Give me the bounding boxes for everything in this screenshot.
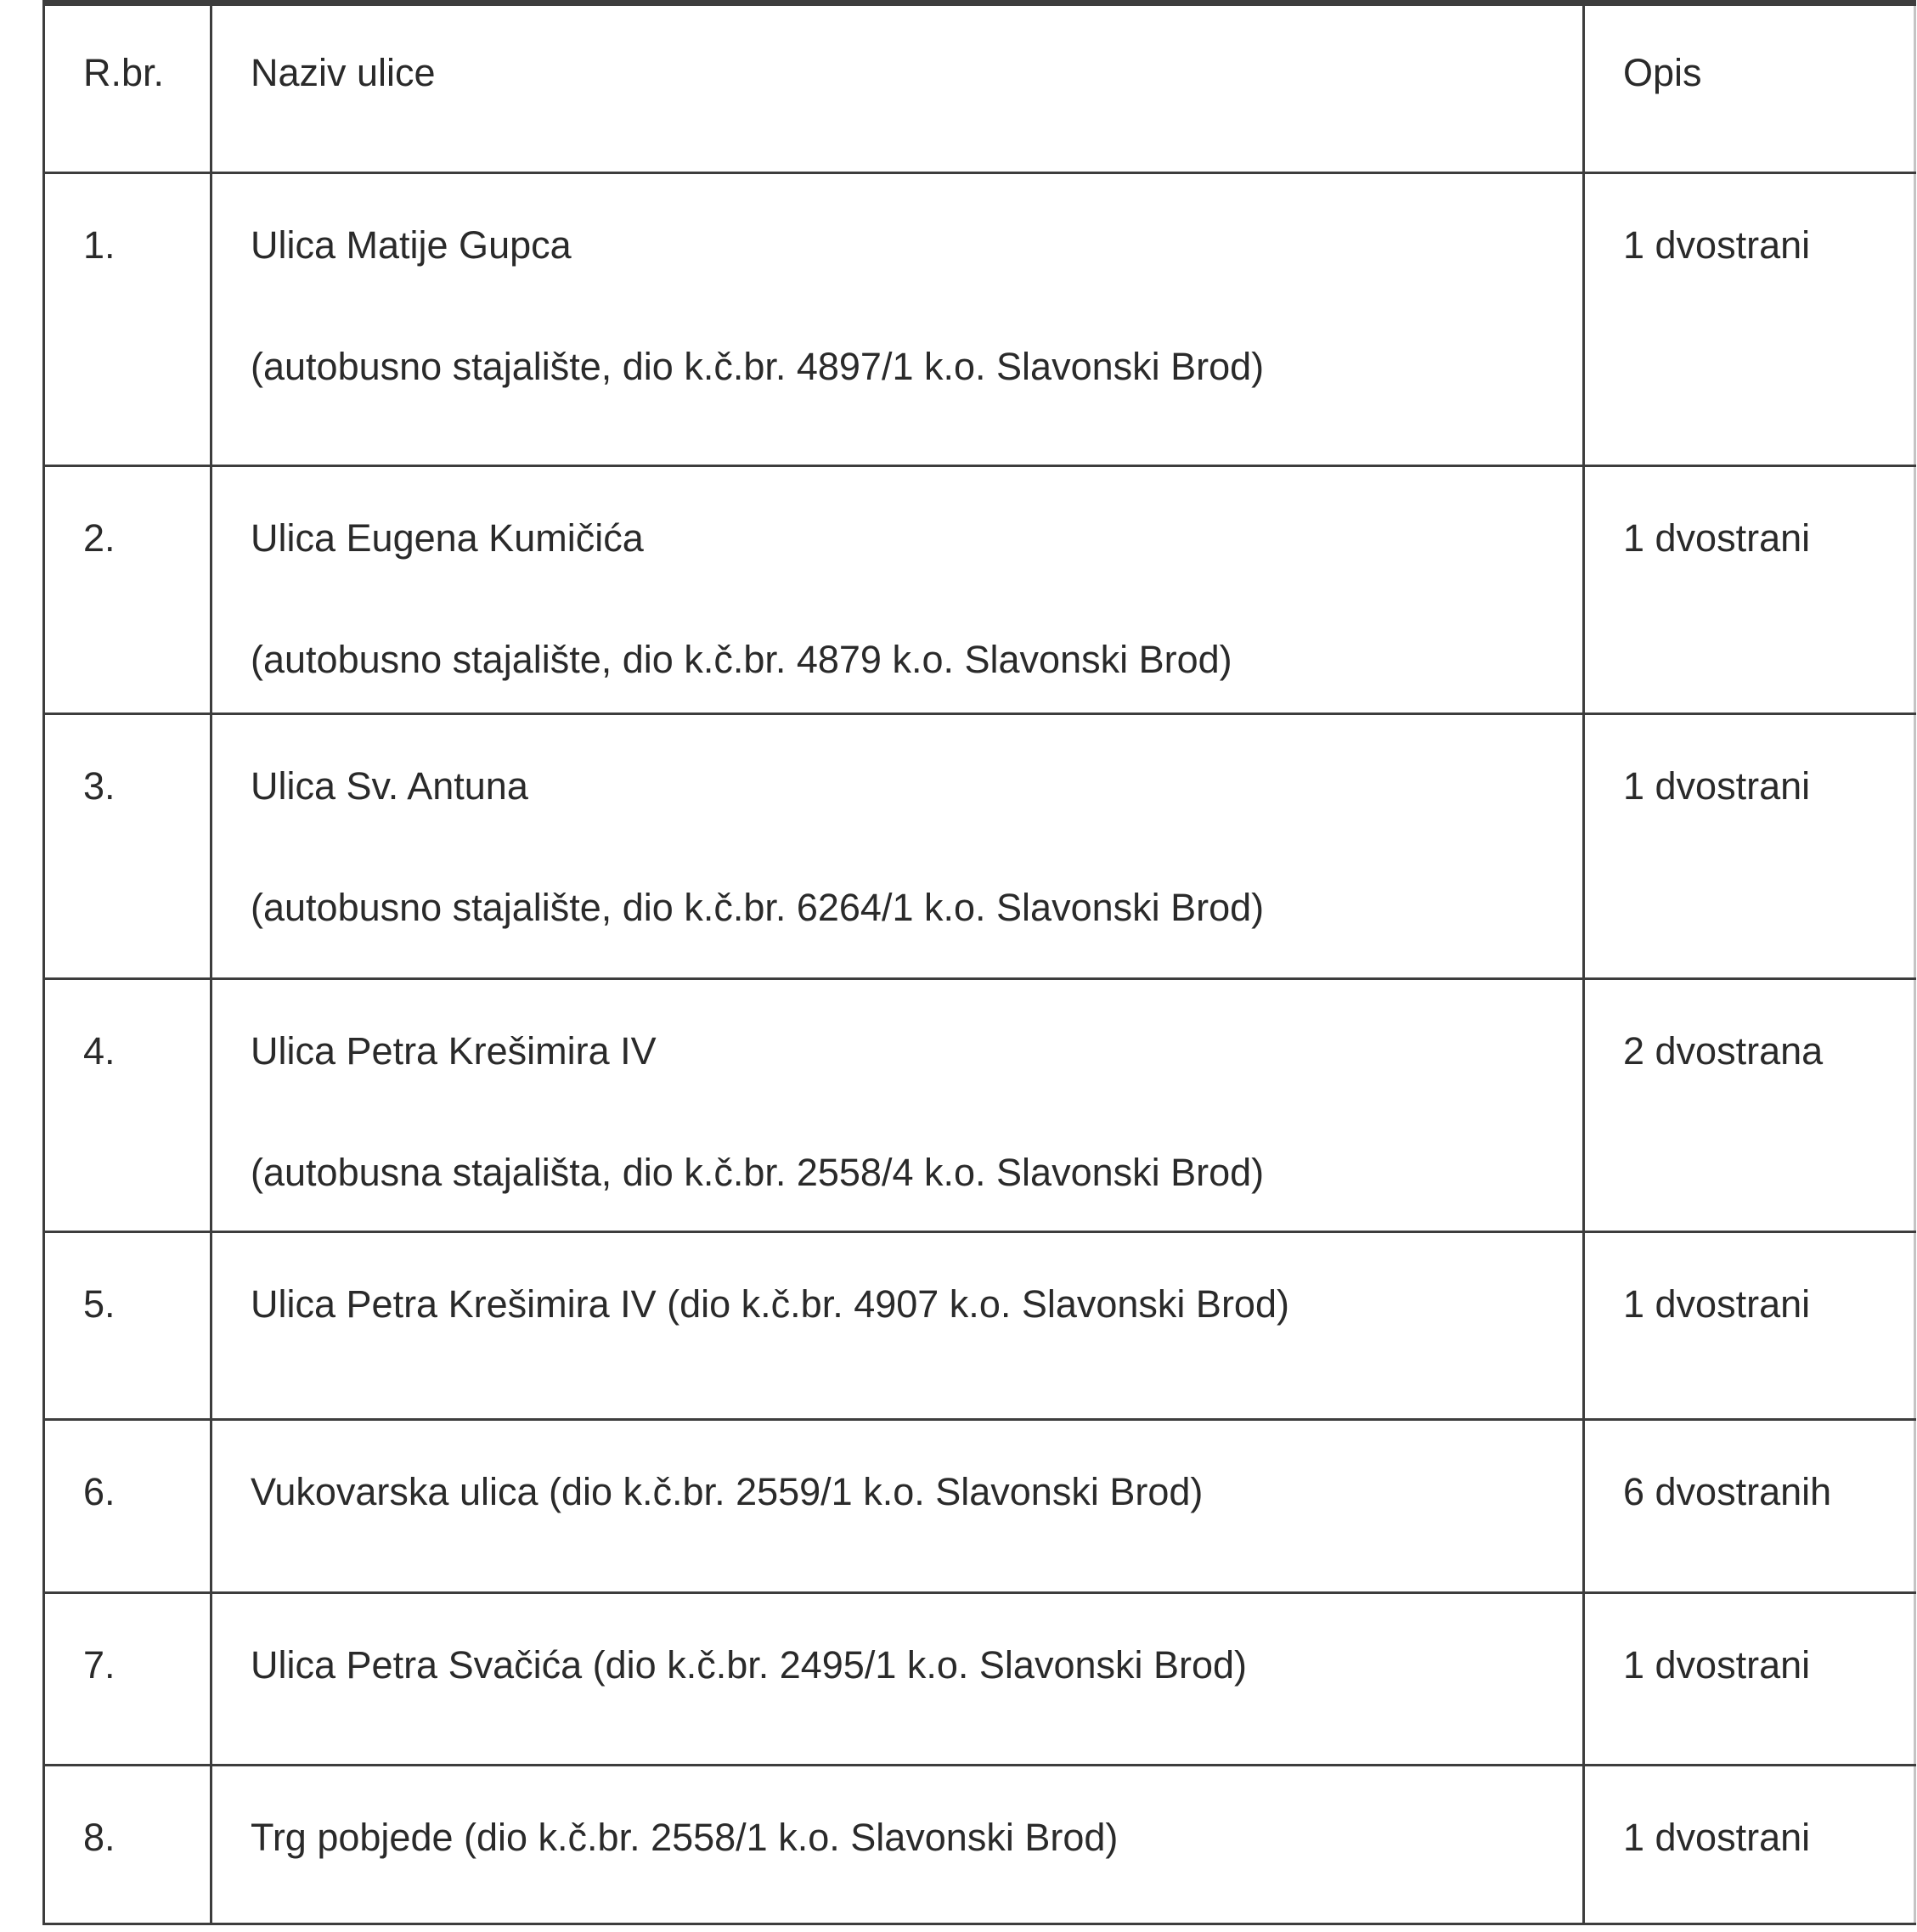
table-header-row	[44, 3, 1915, 173]
streets-table-container	[42, 0, 1916, 1925]
table-row	[44, 1766, 1915, 1924]
street-name: Ulica Petra Krešimira IV (dio k.č.br. 4907 k.o. Slavonski Brod)	[251, 1282, 1289, 1326]
row-number-cell: 1.	[44, 173, 211, 466]
header-cell-rbr: R.br.	[44, 3, 211, 173]
street-name: Ulica Sv. Antuna	[251, 764, 528, 808]
row-number-cell: 5.	[44, 1232, 211, 1420]
table-row	[44, 1593, 1915, 1766]
header-cell-opis: Opis	[1584, 3, 1915, 173]
street-name: Ulica Petra Svačića (dio k.č.br. 2495/1 k.o. Slavonski Brod)	[251, 1643, 1248, 1687]
street-name: Ulica Matije Gupca	[251, 223, 572, 267]
street-name-cell	[211, 1766, 1584, 1924]
table-row	[44, 714, 1915, 979]
opis-cell: 1 dvostrani	[1584, 466, 1915, 714]
table-row	[44, 979, 1915, 1232]
street-name: Trg pobjede (dio k.č.br. 2558/1 k.o. Slavonski Brod)	[251, 1816, 1119, 1859]
row-number-cell: 2.	[44, 466, 211, 714]
street-detail: (autobusno stajalište, dio k.č.br. 6264/1 k.o. Slavonski Brod)	[251, 886, 1265, 929]
table-row	[44, 466, 1915, 714]
street-name-cell	[211, 1420, 1584, 1593]
opis-cell: 1 dvostrani	[1584, 714, 1915, 979]
street-name-cell	[211, 1593, 1584, 1766]
row-number-cell: 8.	[44, 1766, 211, 1924]
opis-cell: 1 dvostrani	[1584, 1232, 1915, 1420]
street-detail: (autobusno stajalište, dio k.č.br. 4879 k.o. Slavonski Brod)	[251, 638, 1232, 681]
street-name-cell	[211, 466, 1584, 714]
row-number-cell: 3.	[44, 714, 211, 979]
row-number-cell: 4.	[44, 979, 211, 1232]
street-name-cell	[211, 979, 1584, 1232]
street-detail: (autobusna stajališta, dio k.č.br. 2558/4 k.o. Slavonski Brod)	[251, 1151, 1265, 1194]
street-name: Ulica Eugena Kumičića	[251, 516, 644, 560]
table-row	[44, 1420, 1915, 1593]
table-row	[44, 1232, 1915, 1420]
opis-cell: 1 dvostrani	[1584, 1593, 1915, 1766]
opis-cell: 6 dvostranih	[1584, 1420, 1915, 1593]
opis-cell: 1 dvostrani	[1584, 173, 1915, 466]
streets-table	[42, 0, 1916, 1925]
street-detail: (autobusno stajalište, dio k.č.br. 4897/1 k.o. Slavonski Brod)	[251, 345, 1265, 388]
street-name-cell	[211, 173, 1584, 466]
table-row	[44, 173, 1915, 466]
street-name-cell	[211, 1232, 1584, 1420]
street-name-cell	[211, 714, 1584, 979]
row-number-cell: 7.	[44, 1593, 211, 1766]
opis-cell: 1 dvostrani	[1584, 1766, 1915, 1924]
street-name: Vukovarska ulica (dio k.č.br. 2559/1 k.o. Slavonski Brod)	[251, 1470, 1204, 1513]
street-name: Ulica Petra Krešimira IV	[251, 1029, 657, 1073]
opis-cell: 2 dvostrana	[1584, 979, 1915, 1232]
header-cell-naziv-ulice: Naziv ulice	[211, 3, 1584, 173]
row-number-cell: 6.	[44, 1420, 211, 1593]
